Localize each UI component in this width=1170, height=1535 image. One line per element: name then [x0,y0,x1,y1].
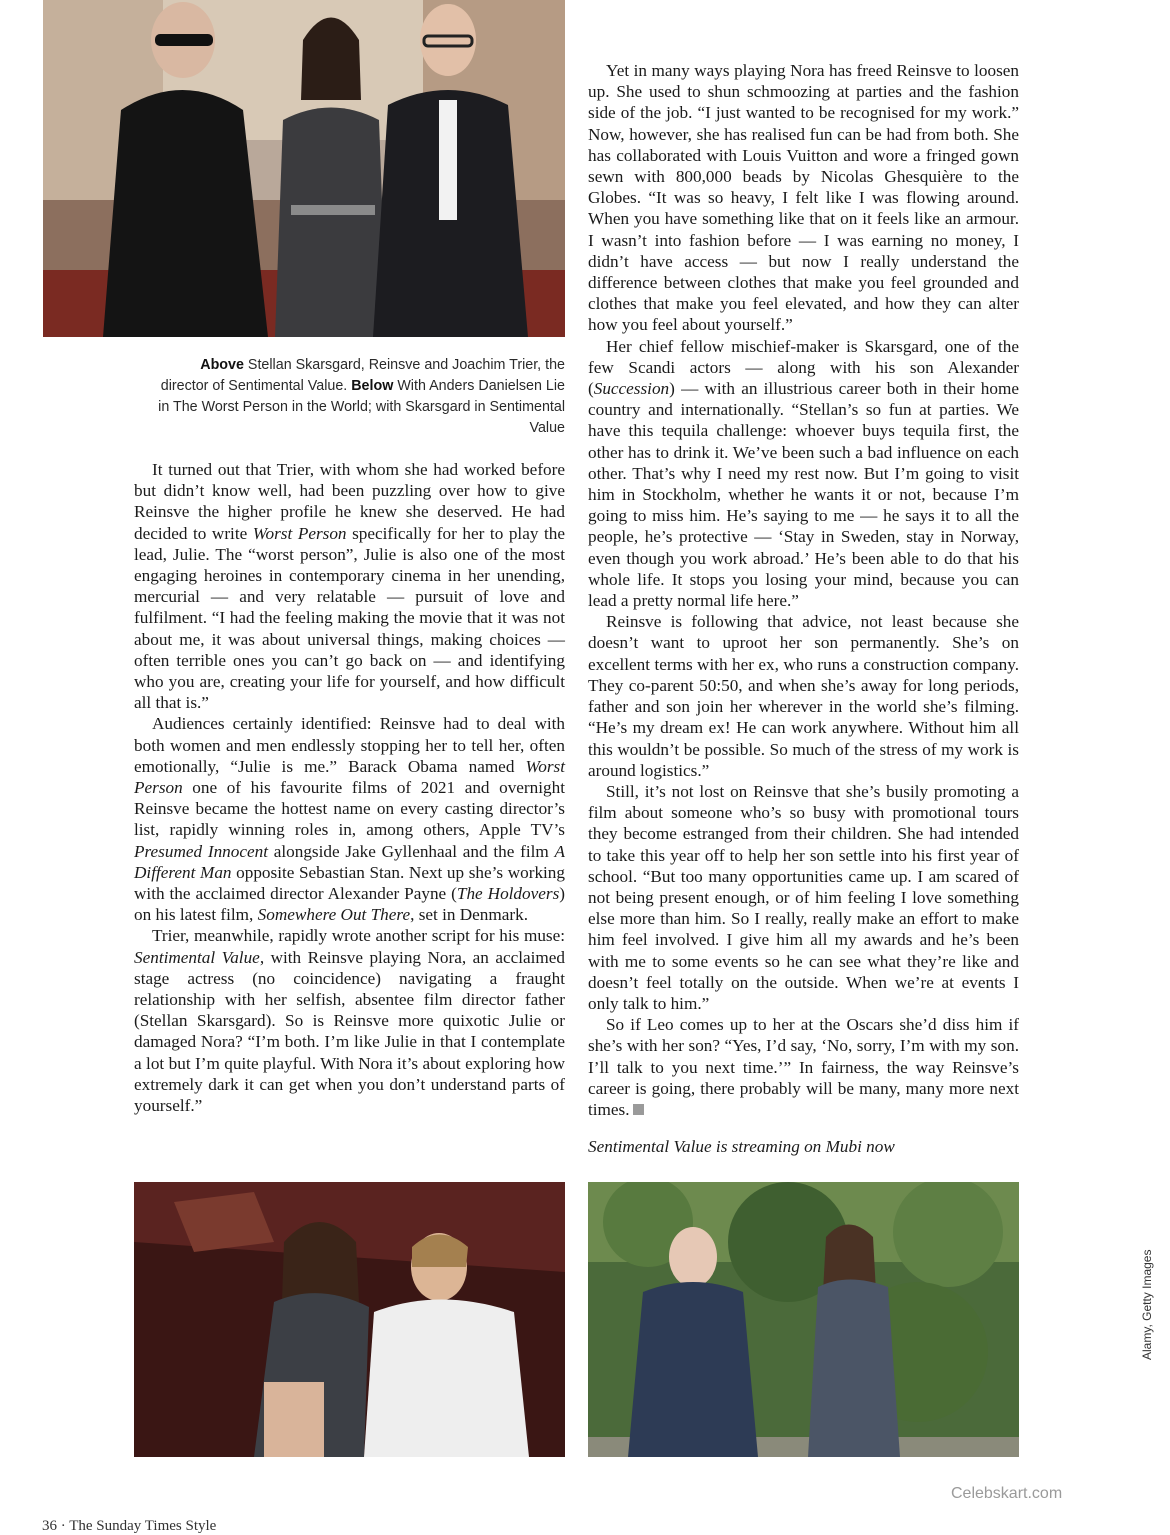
top-photo-red-carpet [43,0,565,337]
photo-credit: Alamy, Getty Images [1140,1249,1154,1360]
paragraph: Trier, meanwhile, rapidly wrote another script for his muse: Sentimental Value, with Reinsve playing Nora, an acclaimed stage actress (no coincidence) navigating a fraught relationship with her selfish, absentee film director father (Stellan Skarsgard). So is Reinsve more quixotic Julie or damaged Nora? “I’m both. I’m like Julie in that I contemplate a lot but I’m quite playful. With Nora it’s about exploring how extremely dark it can get when you don’t understand parts of yourself.” [134,926,565,1116]
photo-caption [150,355,565,439]
page-folio: 36 · The Sunday Times Style [42,1518,217,1534]
caption-below-label: Below [351,378,394,394]
bottom-left-photo [134,1182,565,1457]
paragraph: So if Leo comes up to her at the Oscars she’d diss him if she’s with her son? “Yes, I’d say, ‘No, sorry, I’m with my son. I’ll talk to you next time.’” In fairness, the way Reinsve’s career is going, there probably will be many, many more next times. [588,1015,1019,1119]
paragraph: Audiences certainly identified: Reinsve had to deal with both women and men endlessly stopping her to tell her, often emotionally, “Julie is me.” Barack Obama named Worst Person one of his favourite films of 2021 and overnight Reinsve became the hottest name on every casting director’s list, rapidly winning roles in, among others, Apple TV’s Presumed Innocent alongside Jake Gyllenhaal and the film A Different Man opposite Sebastian Stan. Next up she’s working with the acclaimed director Alexander Payne (The Holdovers) on his latest film, Somewhere Out There, set in Denmark. [134,714,565,925]
caption-above-label: Above [200,357,244,373]
paragraph: Still, it’s not lost on Reinsve that she’s busily promoting a film about someone who’s so busy with promotional tours they become estranged from their children. She had intended to take this year off to help her son settle into his first year of school. “But too many opportunities came up. I am scared of not being present enough, or of him feeling I love something else more than him. So I really, really make an effort to make him feel involved. I give him all my awards and he’s been with me to some events so he can see what they’re like and doesn’t feel totally on the outside. When we’re at events I only talk to him.” [588,781,1019,1013]
caption-above-text: Stellan Skarsgard, Reinsve and Joachim Trier, the director of Sentimental Value. [160,357,565,394]
streaming-note: Sentimental Value is streaming on Mubi now [588,1137,895,1156]
bottom-right-photo [588,1182,1019,1457]
paragraph: Her chief fellow mischief-maker is Skarsgard, one of the few Scandi actors — along with his son Alexander (Succession) — with an illustrious career both in their home country and internationally. “Stellan’s so fun at parties. We have this tequila challenge: whoever buys tequila first, the other has to drink it. We’ve been such a bad influence on each other. That’s why I need my rest now. But I’m going to visit him in Stockholm, whether he wants it or not, because I’m going to miss him. He’s saying to me — he says it to all the people, he’s protective — ‘Stay in Sweden, stay in Norway, even though you work abroad.’ He’s been able to do that his whole life. It stops you losing your mind, because you can lead a pretty normal life here.” [588,336,1019,611]
paragraph: Yet in many ways playing Nora has freed Reinsve to loosen up. She used to shun schmoozing at parties and the fashion side of the job. “I just wanted to be recognised for my work.” Now, however, she has realised fun can be had from both. She has collaborated with Louis Vuitton and wore a fringed gown sewn with 800,000 beads by Nicolas Ghesquière to the Globes. “It was so heavy, I felt like I was flowing around. When you have something like that on it feels like an armour. I wasn’t into fashion before — I was earning no money, I didn’t have access — but now I really understand the difference between clothes that make you feel grounded and clothes that make you feel elevated, and how they can alter how you feel about yourself.” [588,61,1019,335]
paragraph: It turned out that Trier, with whom she had worked before but didn’t know well, had been puzzling over how to give Reinsve the higher profile he knew she deserved. He had decided to write Worst Person specifically for her to play the lead, Julie. The “worst person”, Julie is also one of the most engaging heroines in contemporary cinema in her unending, mercurial — and very relatable — pursuit of love and fulfilment. “I had the feeling making the movie that it was not about me, it was about universal things, making choices — often terrible ones you can’t go back on — and identifying who you are, creating your life for yourself, and how difficult all that is.” [134,460,565,713]
article-left-column [134,459,565,1116]
caption-below-text: With Anders Danielsen Lie in The Worst Person in the World; with Skarsgard in Sentimental Value [158,378,565,436]
paragraph: Reinsve is following that advice, not least because she doesn’t want to uproot her son permanently. She’s on excellent terms with her ex, who runs a construction company. They co-parent 50:50, and when she’s away for long periods, father and son join her wherever in the world she’s filming. “He’s my dream ex! He can work anywhere. Without him all this wouldn’t be possible. So much of the stress of my work is around logistics.” [588,612,1019,780]
watermark: Celebskart.com [951,1485,1063,1502]
end-mark-icon [633,1104,644,1115]
article-right-column [588,60,1019,1120]
